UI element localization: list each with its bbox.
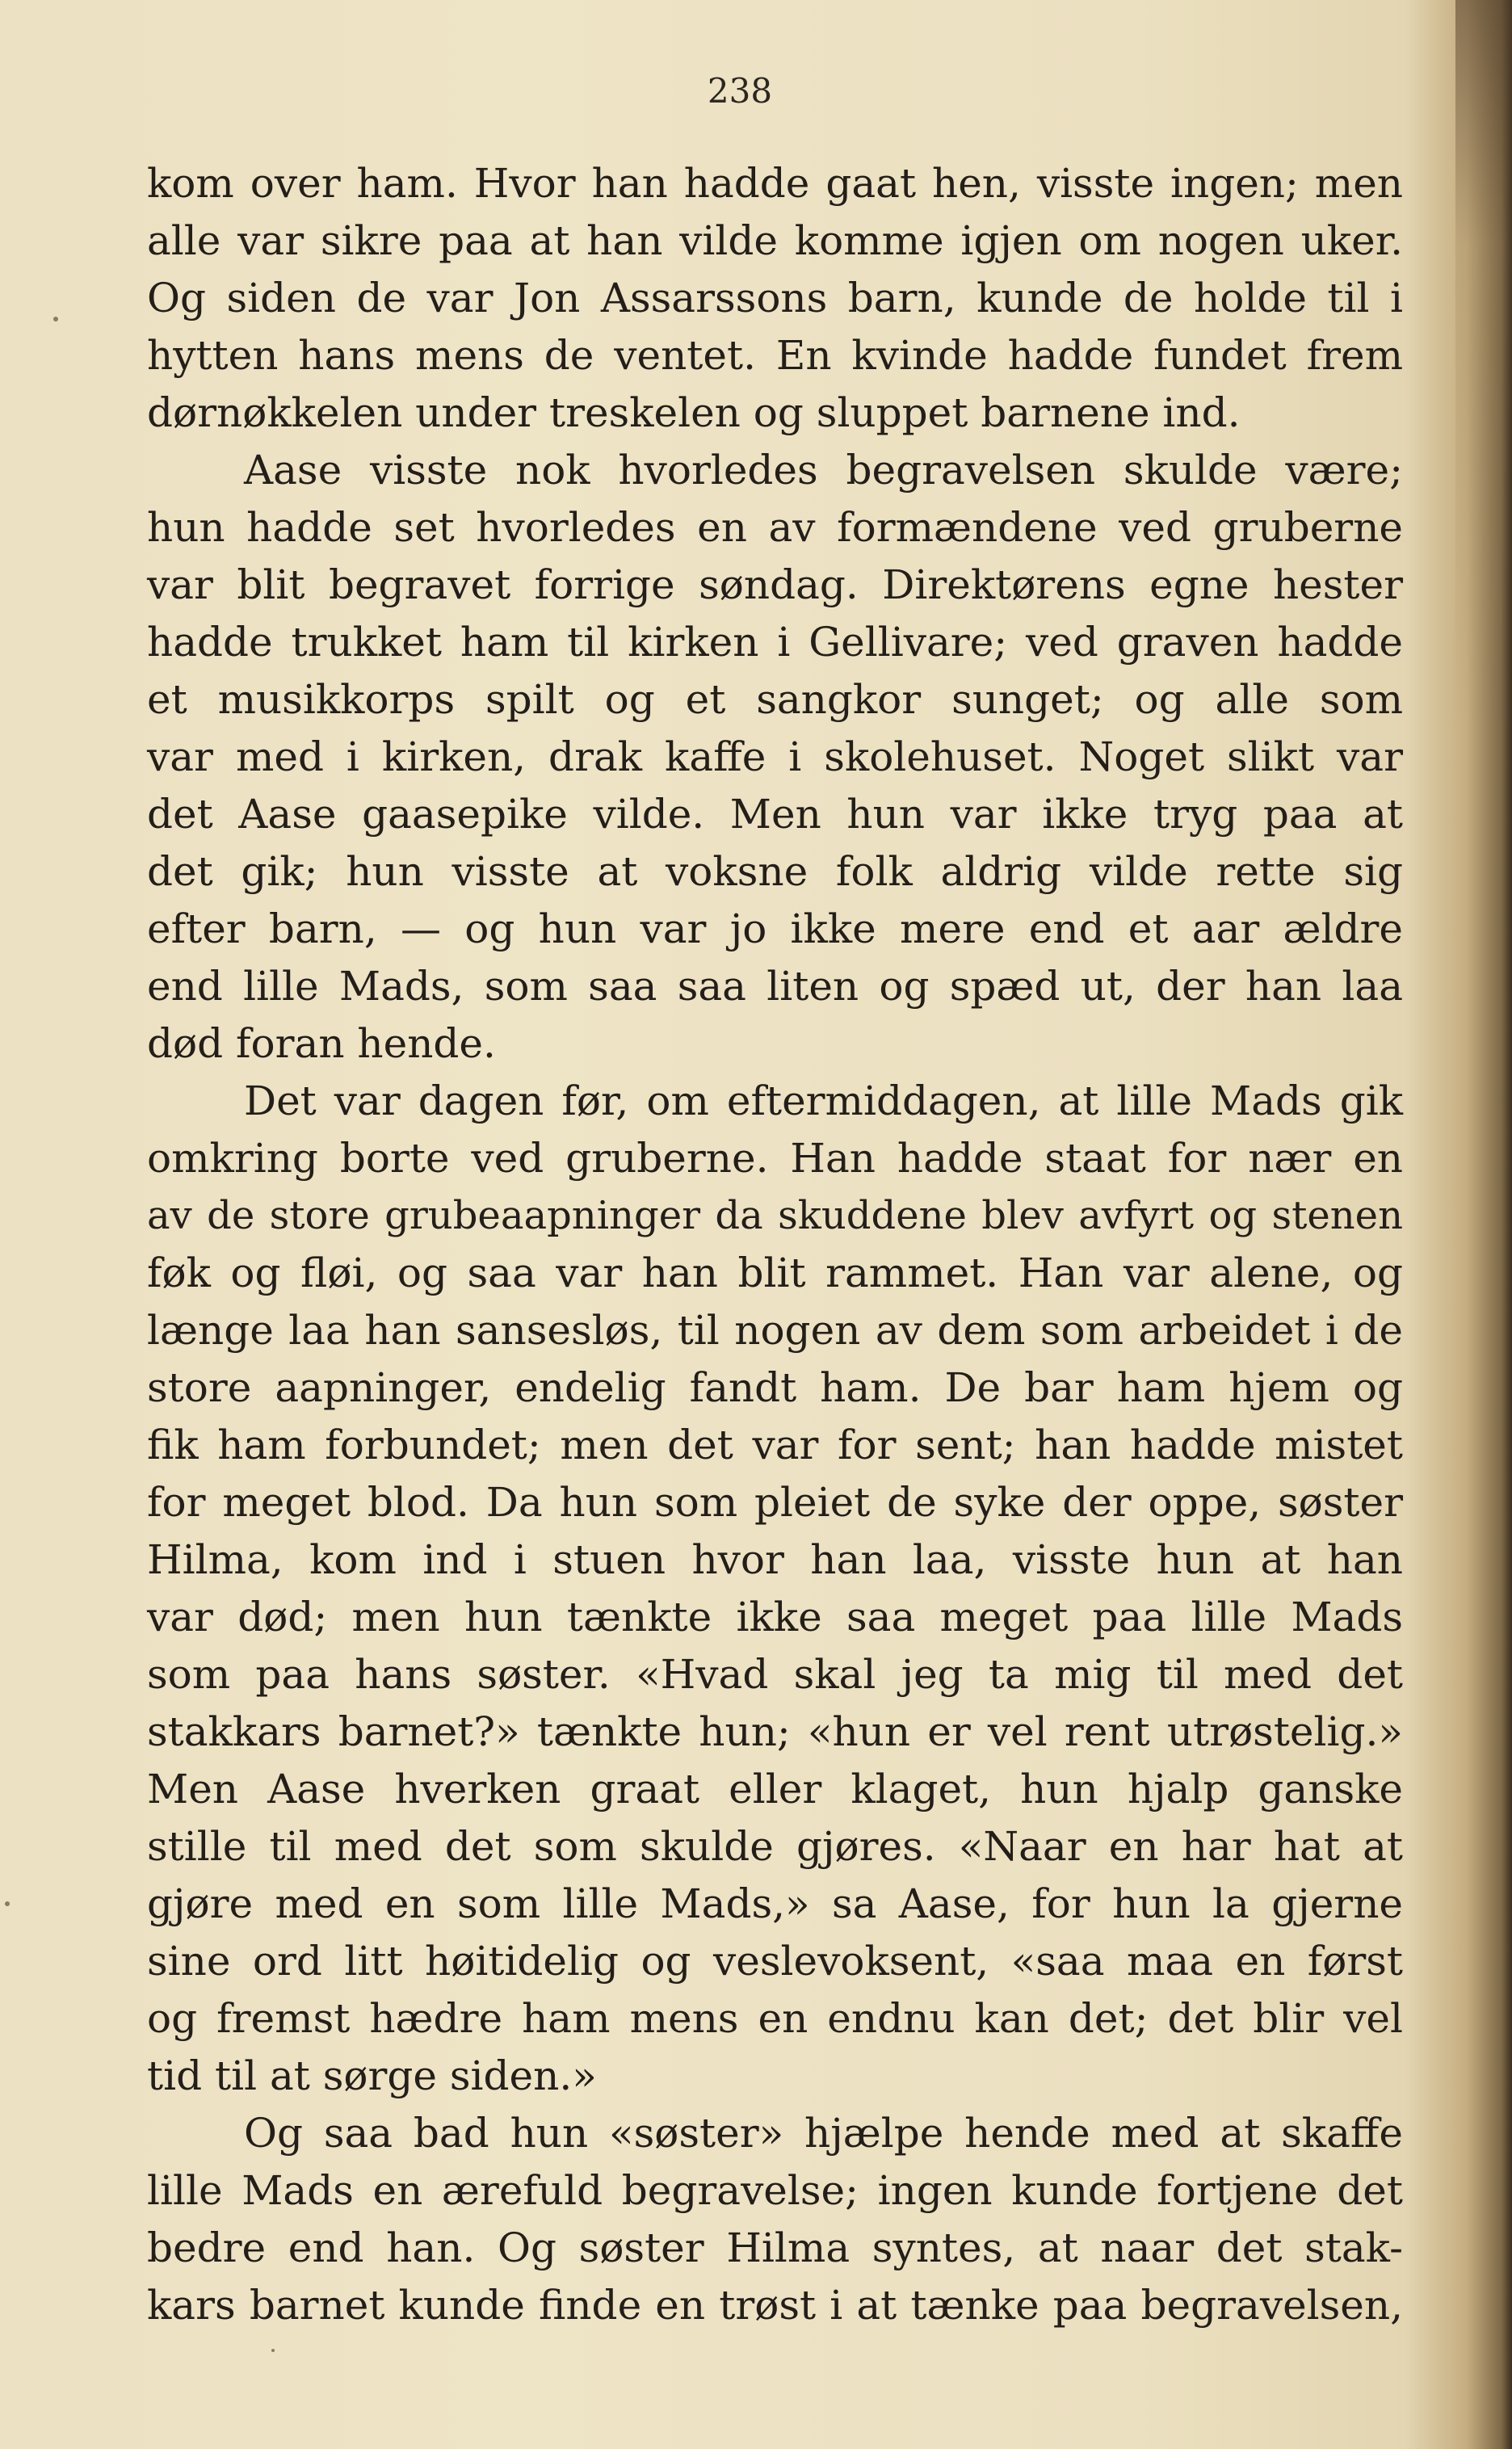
text-line: Hilma, kom ind i stuen hvor han laa, visste hun at han bbox=[147, 1536, 1403, 1583]
text-line: Men Aase hverken graat eller klaget, hun hjalp ganske bbox=[147, 1766, 1403, 1813]
text-line: hun hadde set hvorledes en av formændene ved gruberne bbox=[147, 504, 1403, 551]
text-line: det Aase gaasepike vilde. Men hun var ikke tryg paa at bbox=[147, 791, 1403, 838]
text-line: end lille Mads, som saa saa liten og spæd ut, der han laa bbox=[147, 963, 1403, 1010]
text-line: kom over ham. Hvor han hadde gaat hen, visste ingen; men bbox=[147, 160, 1403, 207]
text-line: var død; men hun tænkte ikke saa meget paa lille Mads bbox=[147, 1594, 1403, 1640]
text-line: bedre end han. Og søster Hilma syntes, at naar det stak- bbox=[147, 2224, 1403, 2271]
text-line: alle var sikre paa at han vilde komme igjen om nogen uker. bbox=[147, 217, 1403, 264]
text-line: død foran hende. bbox=[147, 1020, 496, 1067]
text-line: omkring borte ved gruberne. Han hadde staat for nær en bbox=[147, 1135, 1403, 1182]
text-line: sine ord litt høitidelig og veslevoksent, «saa maa en først bbox=[147, 1938, 1403, 1985]
text-line: stille til med det som skulde gjøres. «Naar en har hat at bbox=[147, 1823, 1403, 1870]
text-line: føk og fløi, og saa var han blit rammet. Han var alene, og bbox=[147, 1250, 1403, 1296]
text-line: av de store grubeaapninger da skuddene blev avfyrt og stenen bbox=[147, 1193, 1403, 1238]
text-line: var med i kirken, drak kaffe i skolehuset. Noget slikt var bbox=[147, 733, 1403, 780]
text-line: fik ham forbundet; men det var for sent; han hadde mistet bbox=[147, 1422, 1403, 1468]
text-line: dørnøkkelen under treskelen og sluppet barnene ind. bbox=[147, 389, 1241, 436]
body-text bbox=[147, 155, 1403, 2334]
paper-speck bbox=[271, 2349, 275, 2352]
text-line: det gik; hun visste at voksne folk aldrig vilde rette sig bbox=[147, 848, 1403, 895]
text-line: Det var dagen før, om eftermiddagen, at lille Mads gik bbox=[244, 1077, 1403, 1124]
paper-speck bbox=[53, 317, 58, 321]
text-line: gjøre med en som lille Mads,» sa Aase, for hun la gjerne bbox=[147, 1880, 1403, 1927]
text-line: længe laa han sansesløs, til nogen av dem som arbeidet i de bbox=[147, 1307, 1403, 1354]
text-line: var blit begravet forrige søndag. Direktørens egne hester bbox=[147, 561, 1403, 608]
text-line: efter barn, — og hun var jo ikke mere end et aar ældre bbox=[147, 905, 1403, 952]
text-line: Og saa bad hun «søster» hjælpe hende med at skaffe bbox=[244, 2110, 1403, 2157]
text-line: kars barnet kunde finde en trøst i at tænke paa begravelsen, bbox=[147, 2282, 1403, 2329]
text-line: for meget blod. Da hun som pleiet de syke der oppe, søster bbox=[147, 1479, 1403, 1526]
text-line: som paa hans søster. «Hvad skal jeg ta mig til med det bbox=[147, 1651, 1403, 1698]
text-line: hytten hans mens de ventet. En kvinde hadde fundet frem bbox=[147, 332, 1403, 379]
text-line: lille Mads en ærefuld begravelse; ingen kunde fortjene det bbox=[147, 2167, 1403, 2214]
text-line: et musikkorps spilt og et sangkor sunget; og alle som bbox=[147, 676, 1403, 723]
text-line: store aapninger, endelig fandt ham. De bar ham hjem og bbox=[147, 1364, 1403, 1411]
page-edge-shadow bbox=[1455, 0, 1512, 2449]
text-line: tid til at sørge siden.» bbox=[147, 2052, 597, 2099]
text-line: Aase visste nok hvorledes begravelsen skulde være; bbox=[244, 447, 1403, 494]
text-line: hadde trukket ham til kirken i Gellivare; ved graven hadde bbox=[147, 619, 1403, 666]
text-line: og fremst hædre ham mens en endnu kan det; det blir vel bbox=[147, 1995, 1403, 2042]
text-line: Og siden de var Jon Assarssons barn, kunde de holde til i bbox=[147, 275, 1403, 321]
paper-speck bbox=[5, 1901, 10, 1906]
text-line: stakkars barnet?» tænkte hun; «hun er vel rent utrøstelig.» bbox=[147, 1708, 1403, 1755]
page-number: 238 bbox=[707, 71, 773, 111]
